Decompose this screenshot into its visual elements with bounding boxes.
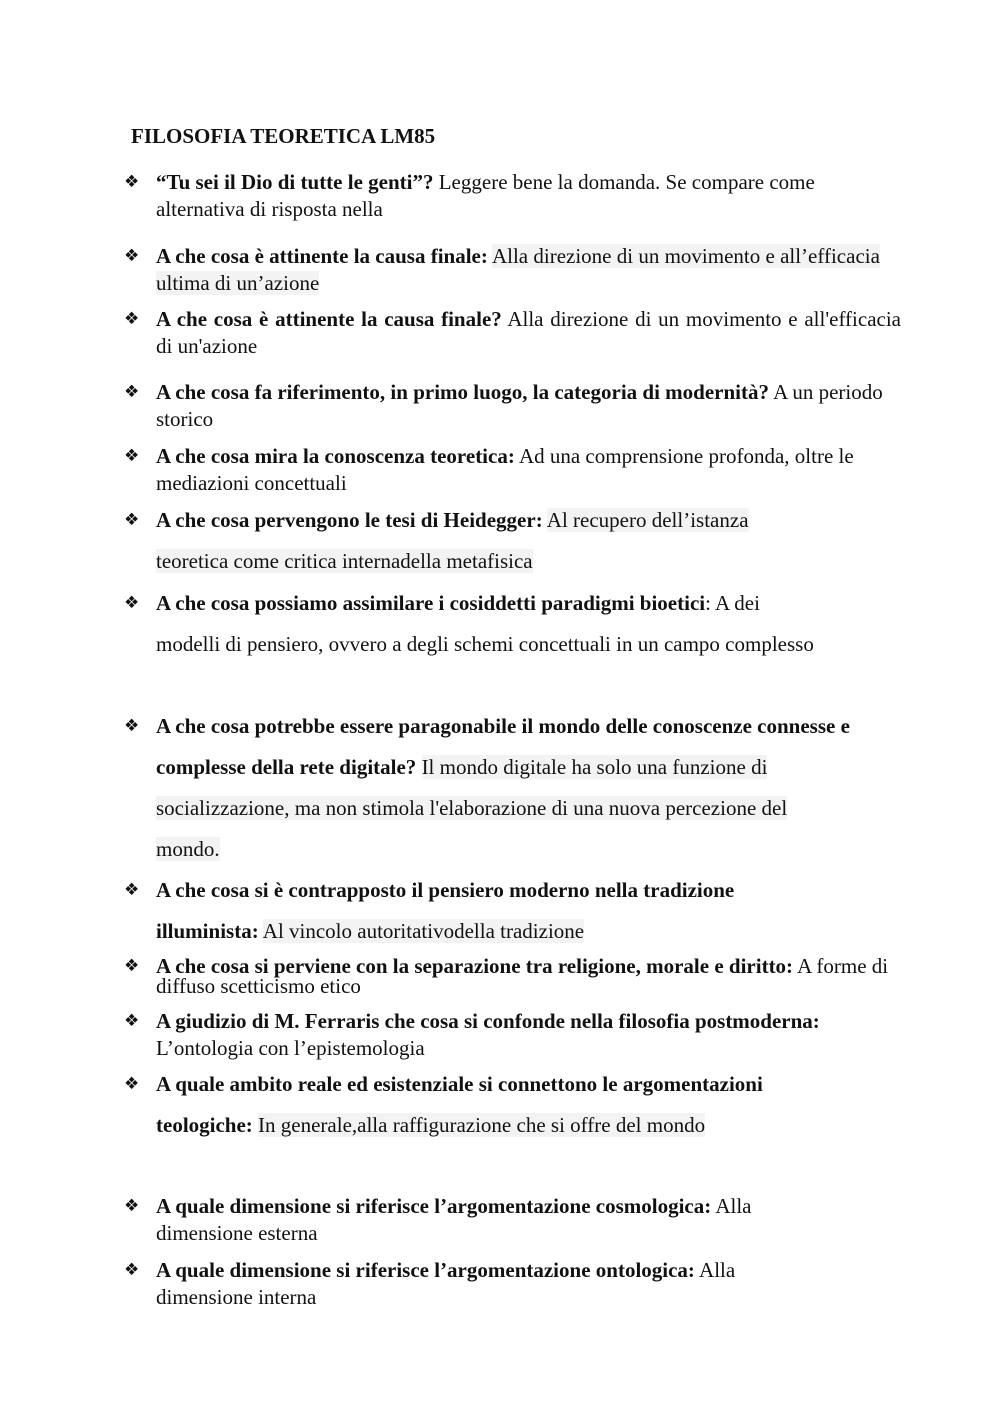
bullet-icon: ❖ xyxy=(124,593,140,613)
bullet-icon: ❖ xyxy=(124,446,140,466)
qa-item xyxy=(124,243,901,297)
document-title: FILOSOFIA TEORETICA LM85 xyxy=(131,124,436,148)
question-text: A che cosa si è contrapposto il pensiero moderno nella tradizione illuminista: xyxy=(156,878,735,943)
qa-item xyxy=(124,169,901,223)
answer-text: Il mondo digitale ha solo una funzione di socializzazione, ma non stimola l'elaborazione di una nuova percezione del mondo. xyxy=(156,755,788,861)
question-text: A che cosa è attinente la causa finale: xyxy=(156,244,488,268)
question-text: A quale dimensione si riferisce l’argomentazione ontologica: xyxy=(156,1258,695,1282)
question-text: A giudizio di M. Ferraris che cosa si confonde nella filosofia postmoderna: xyxy=(156,1009,820,1033)
qa-item xyxy=(124,1257,816,1311)
answer-text: Alla dimensione esterna xyxy=(156,1194,752,1245)
question-text: A che cosa è attinente la causa finale? xyxy=(156,307,502,331)
answer-text: In generale,alla raffigurazione che si offre del mondo xyxy=(258,1113,706,1137)
answer-text: L’ontologia con l’epistemologia xyxy=(156,1036,425,1060)
qa-item xyxy=(124,306,901,360)
bullet-icon: ❖ xyxy=(124,1074,140,1094)
answer-text: Ad una comprensione profonda, oltre le mediazioni concettuali xyxy=(156,444,854,495)
bullet-icon: ❖ xyxy=(124,510,140,530)
answer-text: Alla direzione di un movimento e all'efficacia di un'azione xyxy=(156,307,901,358)
question-text: “Tu sei il Dio di tutte le genti”? xyxy=(156,170,434,194)
bullet-icon: ❖ xyxy=(124,1260,140,1280)
bullet-icon: ❖ xyxy=(124,309,140,329)
bullet-icon: ❖ xyxy=(124,172,140,192)
qa-item xyxy=(124,500,756,582)
question-text: A che cosa potrebbe essere paragonabile il mondo delle conoscenze connesse e complesse della rete digitale? xyxy=(156,714,850,779)
qa-item xyxy=(124,379,901,433)
answer-text: Al recupero dell’istanza teoretica come critica internadella metafisica xyxy=(156,508,749,573)
question-text: A quale dimensione si riferisce l’argomentazione cosmologica: xyxy=(156,1194,712,1218)
bullet-icon: ❖ xyxy=(124,1196,140,1216)
qa-item xyxy=(124,583,826,665)
answer-text: Al vincolo autoritativodella tradizione xyxy=(262,919,585,943)
qa-item xyxy=(124,1064,776,1146)
question-text: A che cosa pervengono le tesi di Heidegger: xyxy=(156,508,543,532)
qa-item xyxy=(124,870,836,952)
bullet-icon: ❖ xyxy=(124,716,140,736)
bullet-icon: ❖ xyxy=(124,1011,140,1031)
question-text: A che cosa possiamo assimilare i cosiddetti paradigmi bioetici xyxy=(156,591,706,615)
answer-text: : A dei modelli di pensiero, ovvero a degli schemi concettuali in un campo complesso xyxy=(156,591,814,656)
answer-text: A forme di diffuso scetticismo etico xyxy=(156,954,889,998)
question-text: A che cosa mira la conoscenza teoretica: xyxy=(156,444,515,468)
question-text: A che cosa fa riferimento, in primo luogo, la categoria di modernità? xyxy=(156,380,769,404)
answer-text: A un periodo storico xyxy=(156,380,883,431)
question-text: A che cosa si perviene con la separazione tra religione, morale e diritto: xyxy=(156,954,794,978)
bullet-icon: ❖ xyxy=(124,246,140,266)
qa-item xyxy=(124,706,856,870)
bullet-icon: ❖ xyxy=(124,880,140,900)
bullet-icon: ❖ xyxy=(124,956,140,976)
qa-item xyxy=(124,443,901,497)
qa-item xyxy=(124,1193,836,1247)
answer-text: Leggere bene la domanda. Se compare come alternativa di risposta nella xyxy=(156,170,815,221)
qa-item xyxy=(124,1008,901,1062)
question-text: A quale ambito reale ed esistenziale si connettono le argomentazioni teologiche: xyxy=(156,1072,763,1137)
answer-text: Alla dimensione interna xyxy=(156,1258,736,1309)
bullet-icon: ❖ xyxy=(124,382,140,402)
qa-item xyxy=(124,954,901,998)
answer-text: Alla direzione di un movimento e all’efficacia ultima di un’azione xyxy=(156,244,880,295)
